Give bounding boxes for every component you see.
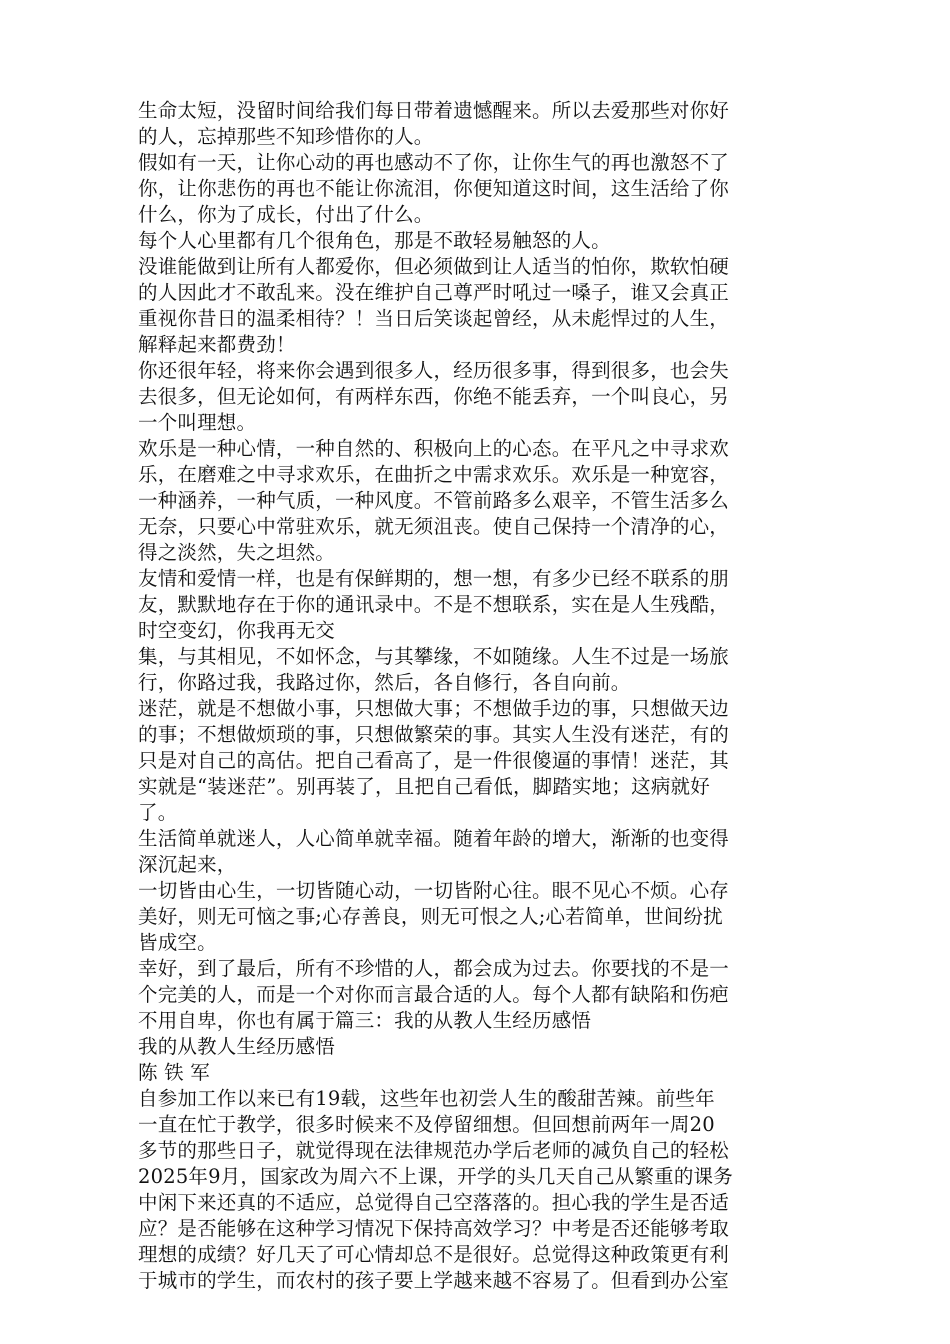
text-line: 你，让你悲伤的再也不能让你流泪，你便知道这时间，这生活给了你 xyxy=(138,177,730,200)
text-line: 时空变幻，你我再无交 xyxy=(138,619,336,642)
text-line: 自参加工作以来已有19载，这些年也初尝人生的酸甜苦辣。前些年 xyxy=(138,1087,715,1110)
text-line: 集，与其相见，不如怀念，与其攀缘，不如随缘。人生不过是一场旅 xyxy=(138,645,730,668)
text-line: 什么，你为了成长，付出了什么。 xyxy=(138,203,434,226)
paragraph xyxy=(138,254,818,358)
paragraph xyxy=(138,98,818,150)
text-line: 每个人心里都有几个很角色，那是不敢轻易触怒的人。 xyxy=(138,229,611,252)
text-line: 应？是否能够在这种学习情况下保持高效学习？中考是否还能够考取 xyxy=(138,1217,730,1240)
paragraph xyxy=(138,150,818,228)
document-page xyxy=(138,98,818,1294)
paragraph xyxy=(138,436,818,566)
paragraph xyxy=(138,826,818,878)
paragraph xyxy=(138,358,818,436)
text-line: 陈 铁 军 xyxy=(138,1061,210,1084)
paragraph xyxy=(138,956,818,1034)
text-line: 的事；不想做烦琐的事，只想做繁荣的事。其实人生没有迷茫，有的 xyxy=(138,723,730,746)
text-line: 美好，则无可恼之事;心存善良，则无可恨之人;心若简单，世间纷扰 xyxy=(138,905,723,928)
text-line: 的人因此才不敢乱来。没在维护自己尊严时吼过一嗓子，谁又会真正 xyxy=(138,281,730,304)
text-line: 一种涵养，一种气质，一种风度。不管前路多么艰辛，不管生活多么 xyxy=(138,489,730,512)
text-line: 生命太短，没留时间给我们每日带着遗憾醒来。所以去爱那些对你好 xyxy=(138,99,730,122)
text-line: 皆成空。 xyxy=(138,931,217,954)
paragraph xyxy=(138,644,818,696)
text-line: 理想的成绩？好几天了可心情却总不是很好。总觉得这种政策更有利 xyxy=(138,1243,730,1266)
paragraph xyxy=(138,566,818,644)
text-line: 友，默默地存在于你的通讯录中。不是不想联系，实在是人生残酷， xyxy=(138,593,730,616)
text-line: 个完美的人，而是一个对你而言最合适的人。每个人都有缺陷和伤疤 xyxy=(138,983,730,1006)
text-line: 假如有一天，让你心动的再也感动不了你，让你生气的再也激怒不了 xyxy=(138,151,730,174)
text-line: 深沉起来， xyxy=(138,853,237,876)
text-line: 幸好，到了最后，所有不珍惜的人，都会成为过去。你要找的不是一 xyxy=(138,957,730,980)
text-line: 欢乐是一种心情，一种自然的、积极向上的心态。在平凡之中寻求欢 xyxy=(138,437,730,460)
text-line: 2025年9月，国家改为周六不上课，开学的头几天自己从繁重的课务 xyxy=(138,1165,733,1188)
text-line: 不用自卑，你也有属于篇三：我的从教人生经历感悟 xyxy=(138,1009,592,1032)
paragraph xyxy=(138,228,818,254)
text-line: 生活简单就迷人，人心简单就幸福。随着年龄的增大，渐渐的也变得 xyxy=(138,827,730,850)
text-line: 一个叫理想。 xyxy=(138,411,257,434)
text-line: 你还很年轻，将来你会遇到很多人，经历很多事，得到很多，也会失 xyxy=(138,359,730,382)
paragraph xyxy=(138,1060,818,1086)
text-line: 行，你路过我，我路过你，然后，各自修行，各自向前。 xyxy=(138,671,631,694)
text-line: 只是对自己的高估。把自己看高了，是一件很傻逼的事情！迷茫，其 xyxy=(138,749,730,772)
text-line: 了。 xyxy=(138,801,178,824)
text-line: 中闲下来还真的不适应，总觉得自己空落落的。担心我的学生是否适 xyxy=(138,1191,730,1214)
paragraph xyxy=(138,878,818,956)
text-line: 重视你昔日的温柔相待？！当日后笑谈起曾经，从未彪悍过的人生， xyxy=(138,307,730,330)
text-line: 无奈，只要心中常驻欢乐，就无须沮丧。使自己保持一个清净的心， xyxy=(138,515,730,538)
text-line: 迷茫，就是不想做小事，只想做大事；不想做手边的事，只想做天边 xyxy=(138,697,730,720)
text-line: 没谁能做到让所有人都爱你，但必须做到让人适当的怕你，欺软怕硬 xyxy=(138,255,730,278)
paragraph xyxy=(138,1034,818,1060)
text-line: 一直在忙于教学，很多时候来不及停留细想。但回想前两年一周20 xyxy=(138,1113,715,1136)
text-line: 一切皆由心生，一切皆随心动，一切皆附心往。眼不见心不烦。心存 xyxy=(138,879,730,902)
text-line: 多节的那些日子，就觉得现在法律规范办学后老师的减负自己的轻松 xyxy=(138,1139,730,1162)
text-line: 乐，在磨难之中寻求欢乐，在曲折之中需求欢乐。欢乐是一种宽容， xyxy=(138,463,730,486)
paragraph xyxy=(138,1086,818,1294)
paragraph xyxy=(138,696,818,826)
text-line: 于城市的学生，而农村的孩子要上学越来越不容易了。但看到办公室 xyxy=(138,1269,730,1292)
text-line: 得之淡然，失之坦然。 xyxy=(138,541,336,564)
text-line: 的人，忘掉那些不知珍惜你的人。 xyxy=(138,125,434,148)
text-line: 去很多，但无论如何，有两样东西，你绝不能丢弃，一个叫良心，另 xyxy=(138,385,730,408)
text-line: 解释起来都费劲！ xyxy=(138,333,296,356)
text-line: 实就是“装迷茫”。别再装了，且把自己看低，脚踏实地；这病就好 xyxy=(138,775,710,798)
text-line: 友情和爱情一样，也是有保鲜期的，想一想，有多少已经不联系的朋 xyxy=(138,567,730,590)
text-line: 我的从教人生经历感悟 xyxy=(138,1035,336,1058)
